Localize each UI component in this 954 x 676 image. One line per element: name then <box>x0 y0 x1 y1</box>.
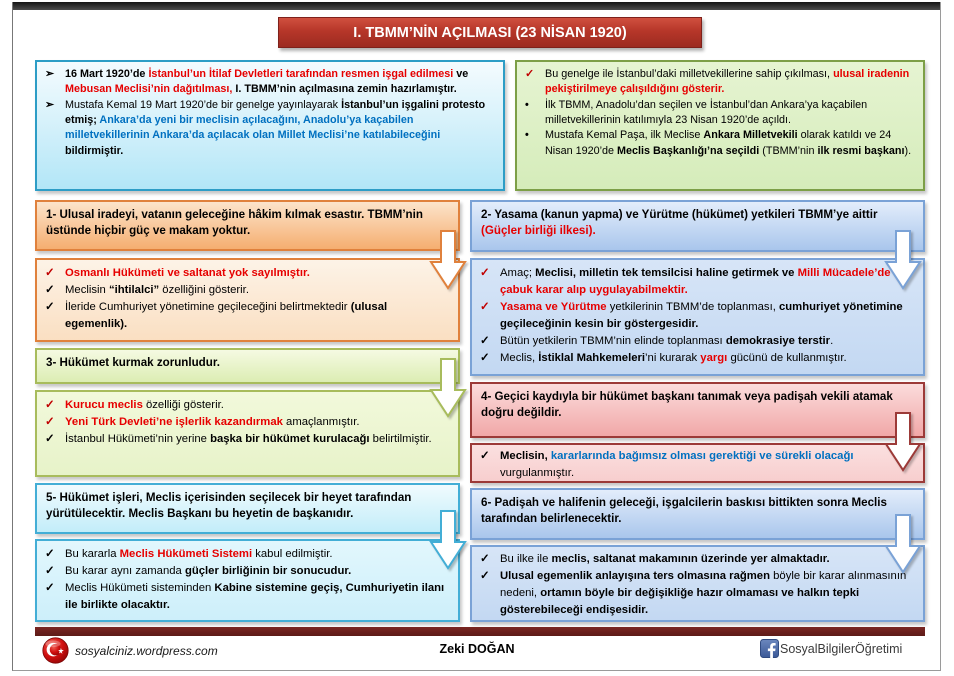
text-segment: Meclis, <box>500 351 539 364</box>
list-item <box>45 98 495 159</box>
text-segment: İstanbul’un İtilaf Devletleri tarafından resmen işgal edilmesi <box>148 68 457 80</box>
check-icon: ✓ <box>45 399 55 411</box>
principle-6-details <box>470 545 925 622</box>
list-item-text <box>545 98 915 129</box>
text-segment: (TBMM’nin <box>762 144 818 157</box>
list-item <box>480 448 915 482</box>
text-segment: 2- Yasama (kanun yapma) ve Yürütme (hükümet) yetkileri TBMM’ye aittir <box>481 208 878 221</box>
footer-divider-bar <box>35 627 925 636</box>
list-item-text <box>65 414 450 431</box>
text-segment: I. TBMM’nin açılmasına zemin hazırlamıştır. <box>235 83 457 96</box>
text-segment: Yeni Türk Devleti’ne işlerlik kazandırmak <box>65 415 287 428</box>
text-segment: İlk TBMM, Anadolu’dan seçilen ve İstanbul’dan Ankara’ya kaçabilen milletvekillerinin katılımıyla 23 Nisan 1920’de açıldı. <box>545 98 868 126</box>
check-icon: ✓ <box>480 569 490 582</box>
text-segment: başka bir hükümet kurulacağı <box>210 432 370 445</box>
text-segment: (ulusal egemenlik). <box>65 300 388 330</box>
text-segment: 3- Hükümet kurmak zorunludur. <box>46 356 220 369</box>
website-url: sosyalciniz.wordpress.com <box>75 643 218 658</box>
text-segment: Meclisi, milletin tek temsilcisi haline getirmek ve <box>535 267 798 279</box>
principle-2-details <box>470 258 925 376</box>
check-icon: ✓ <box>480 450 490 462</box>
principle-1-details <box>35 258 460 342</box>
check-icon: ✓ <box>45 581 55 594</box>
check-icon: ✓ <box>45 415 55 428</box>
facebook-page-name: SosyalBilgilerÖğretimi <box>780 641 903 656</box>
text-segment: özelliği gösterir. <box>146 399 224 411</box>
check-icon: ✓ <box>480 351 490 364</box>
text-segment: bildirmiştir. <box>65 144 124 157</box>
intro-box-right <box>515 60 925 191</box>
list-item-text <box>500 551 915 568</box>
list-item-text <box>500 333 915 350</box>
check-icon: ✓ <box>45 564 55 577</box>
down-arrow-icon <box>429 358 467 418</box>
text-segment: 1- Ulusal iradeyi, vatanın geleceğine hâkim kılmak esastır. TBMM’nin üstünde hiçbir güç ve makam yoktur. <box>46 208 423 238</box>
principle-4-details <box>470 443 925 483</box>
text-segment: Kurucu meclis <box>65 399 146 411</box>
list-item <box>45 563 450 580</box>
text-segment: Ankara’da yeni bir meclisin açılacağını, Anadolu’ya kaçabilen milletvekillerinin Ankara’da açılacak olan Millet Meclisi’ne katılabileceğini <box>65 113 441 142</box>
check-icon: ✓ <box>45 300 55 313</box>
list-item <box>45 67 495 98</box>
list-item-text <box>65 431 450 448</box>
list-item-text <box>65 282 450 299</box>
intro-box-left <box>35 60 505 191</box>
principle-2-header <box>470 200 925 252</box>
list-item <box>45 546 450 563</box>
check-icon: ✓ <box>45 283 55 296</box>
principle-1-header <box>35 200 460 251</box>
text-segment: Yasama ve Yürütme <box>500 300 610 313</box>
principle-5-header <box>35 483 460 534</box>
list-item <box>45 299 450 333</box>
down-arrow-icon <box>884 230 922 290</box>
list-item <box>480 265 915 299</box>
text-segment: cumhuriyet yönetimine geçileceğinin kesin bir göstergesidir. <box>500 300 903 330</box>
list-item-text <box>65 265 450 282</box>
text-segment: 5- Hükümet işleri, Meclis içerisinden seçilecek bir heyet tarafından yürütülecektir. Meclis Başkanı bu heyetin de başkanıdır. <box>46 491 412 521</box>
list-item <box>525 67 915 98</box>
check-icon: ✓ <box>525 68 535 80</box>
text-segment: “ihtilalci” <box>108 283 160 296</box>
text-segment: Meclis Başkanlığı’na seçildi <box>617 144 763 157</box>
text-segment: Milli Mücadele’de çabuk karar alıp uygulayabilmektir. <box>500 267 891 296</box>
text-segment: Meclis Hükümeti Sistemi <box>119 548 256 560</box>
text-segment: Bu karar aynı zamanda <box>65 564 185 577</box>
list-item <box>45 431 450 448</box>
text-segment: Mustafa Kemal Paşa, ilk Meclise <box>545 129 704 142</box>
list-item-text <box>500 299 915 333</box>
text-segment: . <box>830 334 834 347</box>
bullet-icon: • <box>525 98 529 111</box>
text-segment: İstiklal Mahkemeleri <box>538 351 646 364</box>
text-segment: Meclisin <box>65 283 109 296</box>
text-segment: yetkilerinin TBMM’de toplanması, <box>609 300 779 313</box>
author-name: Zeki DOĞAN <box>439 642 515 656</box>
text-segment: meclis, saltanat makamının üzerinde yer almaktadır. <box>551 553 830 565</box>
text-segment: Ulusal egemenlik anlayışına ters olmasına rağmen <box>500 569 774 582</box>
text-segment: gücünü de kullanmıştır. <box>727 351 847 364</box>
text-segment: Amaç; <box>500 267 536 279</box>
bullet-icon: • <box>525 129 529 142</box>
list-item-text <box>65 563 450 580</box>
text-segment: vurgulanmıştır. <box>500 466 575 479</box>
down-arrow-icon <box>884 412 922 472</box>
list-item-text <box>65 299 450 333</box>
check-icon: ✓ <box>480 300 490 313</box>
list-item-text <box>65 580 450 614</box>
text-segment: ve <box>456 68 469 80</box>
list-item <box>525 128 915 159</box>
list-item-text <box>65 546 450 563</box>
check-icon: ✓ <box>480 267 490 279</box>
text-segment: İleride Cumhuriyet yönetimine geçileceğini belirtmektedir <box>65 300 351 313</box>
page-title-text: I. TBMM’NİN AÇILMASI (23 NİSAN 1920) <box>353 24 627 41</box>
page-title <box>278 17 702 48</box>
list-item <box>45 265 450 282</box>
check-icon: ✓ <box>480 334 490 347</box>
check-icon: ✓ <box>45 432 55 445</box>
down-arrow-icon <box>429 510 467 570</box>
text-segment: kabul edilmiştir. <box>255 548 333 560</box>
text-segment: Bu kararla <box>65 548 120 560</box>
text-segment: ortamın böyle bir değişikliğe hazır olmaması ve halkın tepki gösterebileceği endişesidir. <box>500 586 860 616</box>
principle-5-details <box>35 539 460 622</box>
text-segment: Ankara Milletvekili <box>703 129 801 142</box>
facebook-icon <box>760 639 779 658</box>
text-segment: Mustafa Kemal 19 Mart 1920’de bir genelge yayınlayarak <box>65 98 342 111</box>
text-segment: Bu genelge ile İstanbul’daki milletvekillerine sahip çıkılması, <box>545 68 834 80</box>
list-item-text <box>65 397 450 414</box>
check-icon: ✓ <box>45 548 55 560</box>
list-item-text <box>500 448 915 482</box>
text-segment: İstanbul Hükümeti’nin yerine <box>65 432 211 445</box>
down-arrow-icon <box>884 514 922 574</box>
text-segment: 4- Geçici kaydıyla bir hükümet başkanı tanımak veya padişah vekili atamak doğru değildir. <box>481 390 893 420</box>
list-item <box>45 397 450 414</box>
list-item <box>480 551 915 568</box>
list-item <box>480 333 915 350</box>
text-segment: belirtilmiştir. <box>369 432 432 445</box>
arrow-bullet-icon: ➢ <box>45 98 55 111</box>
list-item-text <box>500 568 915 619</box>
principle-3-header <box>35 348 460 384</box>
text-segment: kararlarında bağımsız olması gerektiği ve sürekli olacağı <box>550 450 854 462</box>
arrow-bullet-icon: ➢ <box>45 68 55 80</box>
list-item-text <box>65 67 495 98</box>
text-segment: güçler birliğinin bir sonucudur. <box>184 564 352 577</box>
text-segment: Meclis Hükümeti sisteminden <box>65 581 215 594</box>
text-segment: ilk resmi başkanı <box>817 144 905 157</box>
text-segment: 6- Padişah ve halifenin geleceği, işgalcilerin baskısı bittikten sonra Meclis tarafından belirlenecektir. <box>481 496 887 526</box>
text-segment: Meclisin, <box>500 450 551 462</box>
down-arrow-icon <box>429 230 467 290</box>
text-segment: Bu ilke ile <box>500 553 552 565</box>
text-segment: Bütün yetkilerin TBMM’nin elinde toplanması <box>500 334 726 347</box>
list-item <box>480 299 915 333</box>
list-item <box>45 414 450 431</box>
check-icon: ✓ <box>480 553 490 565</box>
text-segment: (Güçler birliği ilkesi). <box>481 224 596 238</box>
list-item <box>480 350 915 367</box>
list-item-text <box>545 67 915 98</box>
text-segment: olarak katıldı ve 24 Nisan 1920’de <box>545 129 892 157</box>
list-item <box>45 580 450 614</box>
footer-facebook <box>760 639 902 658</box>
list-item <box>45 282 450 299</box>
text-segment: 16 Mart 1920’de <box>65 68 149 80</box>
list-item <box>480 568 915 619</box>
text-segment: Osmanlı Hükümeti ve saltanat yok sayılmıştır. <box>65 267 310 279</box>
text-segment: İstanbul’un işgalini protesto etmiş; <box>65 98 486 126</box>
text-segment: demokrasiye terstir <box>725 334 831 347</box>
list-item-text <box>65 98 495 159</box>
text-segment: Kabine sistemine geçiş, Cumhuriyetin ilanı ile birlikte olacaktır. <box>65 581 445 611</box>
check-icon: ✓ <box>45 267 55 279</box>
text-segment: ). <box>904 144 912 157</box>
principle-4-header <box>470 382 925 438</box>
text-segment: yargı <box>700 351 728 364</box>
text-segment: ’ni kurarak <box>645 351 701 364</box>
principle-6-header <box>470 488 925 540</box>
list-item-text <box>500 265 915 299</box>
text-segment: böyle bir karar alınmasının nedeni, <box>500 569 907 599</box>
text-segment: ulusal iradenin pekiştirilmeye çalışıldığını gösterir. <box>545 68 910 96</box>
list-item <box>525 98 915 129</box>
text-segment: Mebusan Meclisi’nin dağıtılması, <box>65 83 236 96</box>
list-item-text <box>545 128 915 159</box>
list-item-text <box>500 350 915 367</box>
text-segment: amaçlanmıştır. <box>286 415 360 428</box>
text-segment: özelliğini gösterir. <box>159 283 249 296</box>
principle-3-details <box>35 390 460 477</box>
